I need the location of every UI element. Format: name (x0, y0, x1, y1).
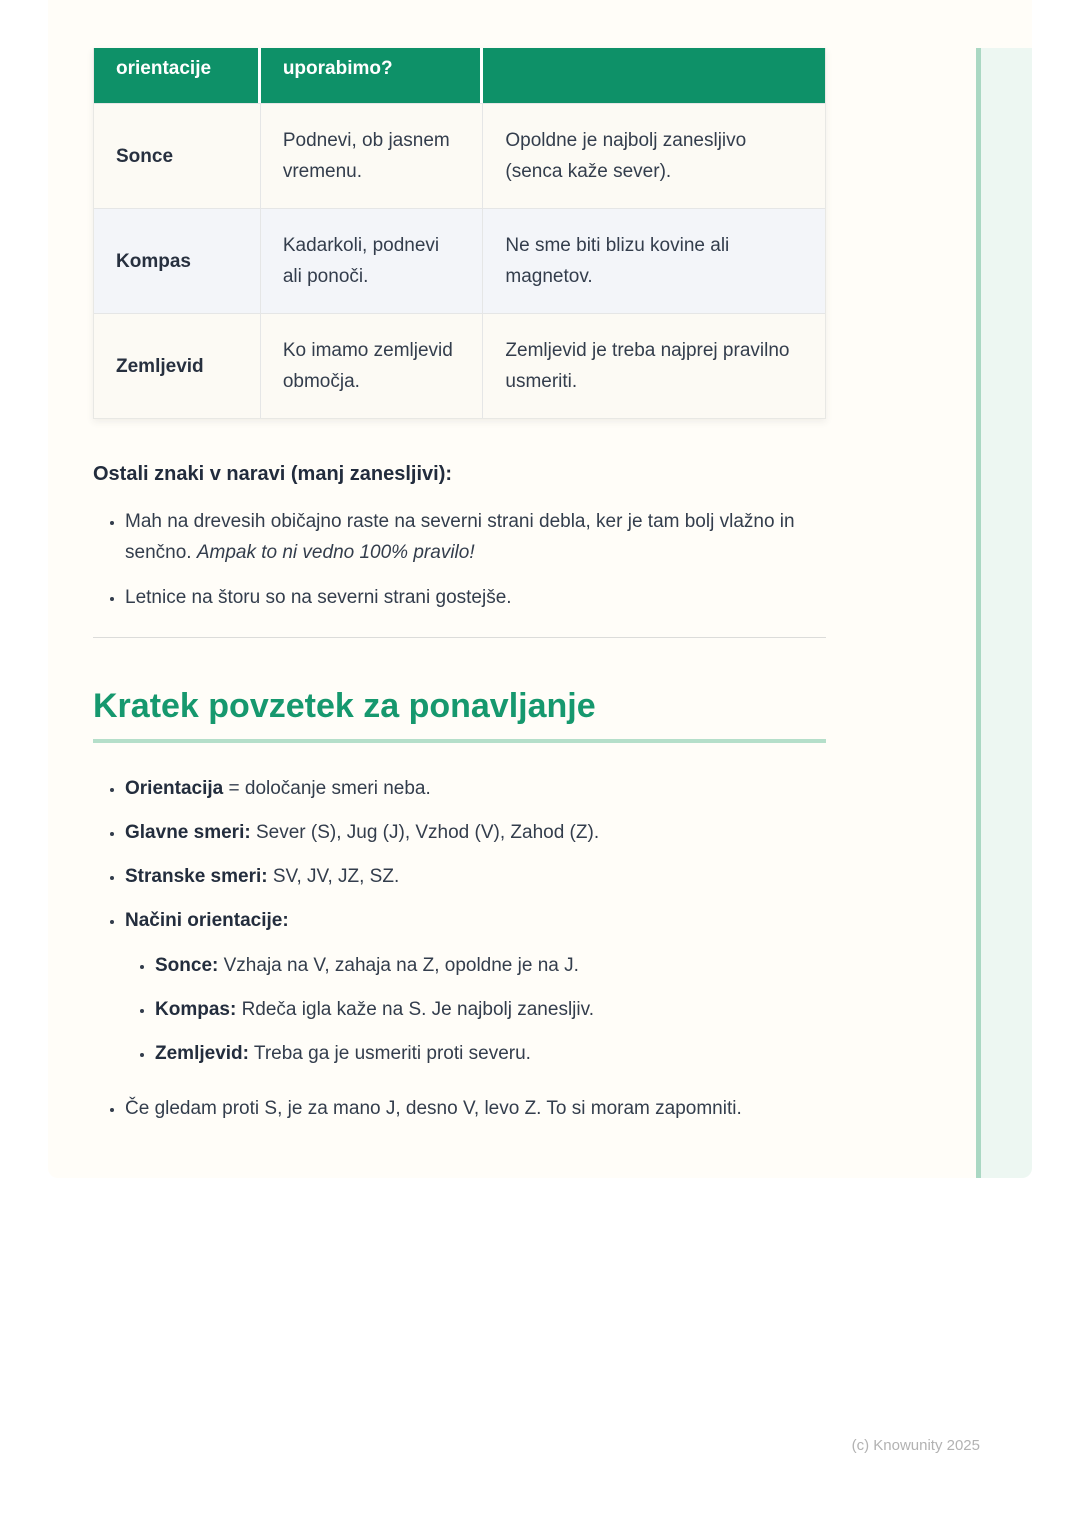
list-item (155, 994, 826, 1025)
summary-heading: Kratek povzetek za ponavljanje (93, 687, 826, 743)
list-item-lead: Orientacija (125, 778, 224, 799)
table-cell-method: Kompas (94, 208, 261, 313)
list-item-lead: Načini orientacije: (125, 910, 289, 931)
other-signs-list (93, 506, 826, 613)
table-cell-method: Zemljevid (94, 313, 261, 418)
table-cell-when: Podnevi, ob jasnem vremenu. (261, 103, 484, 208)
table-cell-note: Opoldne je najbolj zanesljivo (senca kaže sever). (483, 103, 825, 208)
list-item (125, 1093, 826, 1124)
list-item (125, 773, 826, 804)
list-item (125, 506, 826, 568)
table-row (94, 103, 825, 208)
list-item (125, 861, 826, 892)
list-item-text: Če gledam proti S, je za mano J, desno V, levo Z. To si moram zapomniti. (125, 1098, 742, 1119)
list-item-lead: Glavne smeri: (125, 822, 251, 843)
other-signs-title: Ostali znaki v naravi (manj zanesljivi): (93, 463, 453, 485)
table-header-cell: orientacije (94, 48, 261, 103)
table-cell-when: Ko imamo zemljevid območja. (261, 313, 484, 418)
table-header-row (94, 48, 825, 103)
copyright-footer: (c) Knowunity 2025 (851, 1437, 980, 1454)
summary-sublist (155, 950, 826, 1069)
table-row (94, 208, 825, 313)
list-item-lead: Stranske smeri: (125, 866, 268, 887)
table-cell-note: Zemljevid je treba najprej pravilno usmeriti. (483, 313, 825, 418)
list-item (155, 950, 826, 981)
table-header-cell (483, 48, 825, 103)
list-item-lead: Sonce: (155, 955, 219, 976)
list-item-text: SV, JV, JZ, SZ. (267, 866, 400, 887)
page-content (93, 0, 826, 1124)
table-cell-when: Kadarkoli, podnevi ali ponoči. (261, 208, 484, 313)
table-header-cell: uporabimo? (261, 48, 484, 103)
list-item-text: Rdeča igla kaže na S. Je najbolj zanesljiv. (236, 999, 594, 1020)
list-item-text: Vzhaja na V, zahaja na Z, opoldne je na J. (218, 955, 579, 976)
page-right-accent-strip (976, 48, 1032, 1178)
list-item (125, 582, 826, 613)
summary-list (93, 773, 826, 1124)
list-item (155, 1038, 826, 1069)
list-item-lead: Kompas: (155, 999, 237, 1020)
list-item-text: Treba ga je usmeriti proti severu. (248, 1043, 531, 1064)
table-row (94, 313, 825, 418)
note-page (48, 0, 1032, 1178)
list-item-text: = določanje smeri neba. (223, 778, 431, 799)
list-item (125, 817, 826, 848)
table-cell-note: Ne sme biti blizu kovine ali magnetov. (483, 208, 825, 313)
list-item-italic-note: Ampak to ni vedno 100% pravilo! (196, 542, 475, 563)
table-cell-method: Sonce (94, 103, 261, 208)
section-divider (93, 637, 826, 638)
list-item (125, 905, 826, 1069)
list-item-text: Mah na drevesih običajno raste na severni strani debla, ker je tam bolj vlažno in senčno. (125, 511, 795, 563)
orientation-methods-table (93, 48, 826, 419)
list-item-text: Sever (S), Jug (J), Vzhod (V), Zahod (Z). (250, 822, 600, 843)
list-item-text: Letnice na štoru so na severni strani gostejše. (125, 587, 512, 608)
list-item-lead: Zemljevid: (155, 1043, 249, 1064)
